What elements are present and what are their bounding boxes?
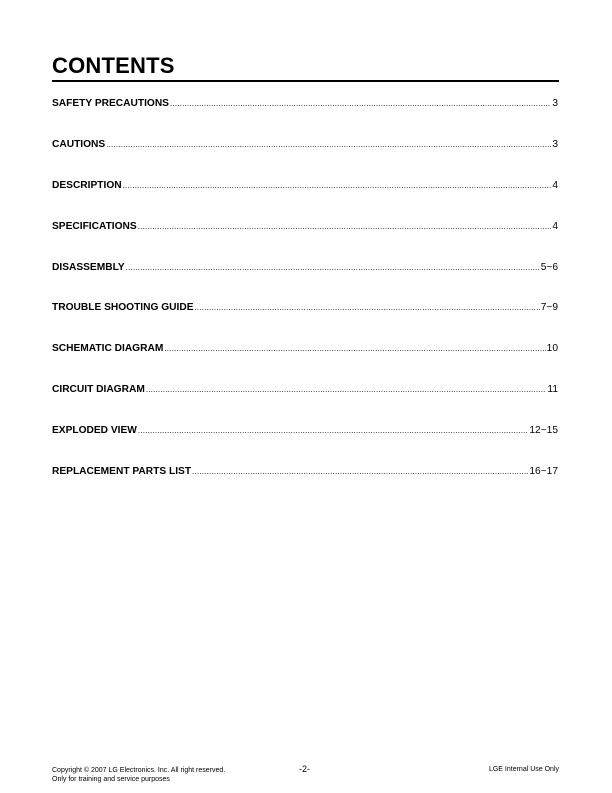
toc-entry-trouble-shooting-guide[interactable]: [52, 301, 558, 314]
toc-entry-page: 7~9: [540, 302, 558, 314]
footer-page-number: -2-: [299, 764, 310, 774]
toc-entry-label: CIRCUIT DIAGRAM: [52, 384, 145, 396]
toc-dot-leader: [106, 138, 551, 151]
toc-dot-leader: [123, 179, 552, 192]
footer-internal-use: LGE Internal Use Only: [488, 766, 559, 773]
toc-entry-safety-precautions[interactable]: [52, 97, 558, 110]
title-underline: [52, 80, 559, 82]
toc-entry-page: 3: [552, 138, 558, 150]
toc-dot-leader: [192, 465, 528, 478]
toc-entry-page: 12~15: [529, 425, 558, 437]
toc-entry-label: EXPLODED VIEW: [52, 425, 137, 437]
toc-entry-schematic-diagram[interactable]: [52, 342, 558, 355]
toc-entry-exploded-view[interactable]: [52, 424, 558, 437]
toc-entry-description[interactable]: [52, 179, 558, 192]
toc-entry-label: CAUTIONS: [52, 138, 106, 150]
toc-entry-disassembly[interactable]: [52, 261, 558, 274]
toc-entry-label: SAFETY PRECAUTIONS: [52, 98, 169, 109]
toc-entry-label: DESCRIPTION: [52, 179, 122, 191]
toc-entry-page: 5~6: [540, 261, 558, 273]
toc-entry-page: 10: [546, 343, 558, 355]
toc-entry-page: 16~17: [529, 466, 558, 478]
toc-entry-page: 3: [552, 98, 558, 109]
toc-entry-label: REPLACEMENT PARTS LIST: [52, 466, 192, 478]
table-of-contents: [52, 97, 558, 506]
toc-dot-leader: [138, 424, 528, 437]
toc-entry-page: 4: [552, 220, 558, 232]
toc-dot-leader: [146, 383, 547, 396]
toc-entry-page: 4: [552, 179, 558, 191]
toc-entry-label: TROUBLE SHOOTING GUIDE: [52, 302, 194, 314]
toc-entry-label: SPECIFICATIONS: [52, 220, 137, 232]
toc-entry-specifications[interactable]: [52, 220, 558, 233]
toc-entry-cautions[interactable]: [52, 138, 558, 151]
footer-purpose: Only for training and service purposes: [52, 776, 170, 783]
toc-dot-leader: [195, 301, 540, 314]
footer-copyright: Copyright © 2007 LG Electronics. Inc. All right reserved.: [52, 767, 226, 774]
toc-entry-page: 11: [547, 384, 558, 396]
toc-entry-replacement-parts-list[interactable]: [52, 465, 558, 478]
toc-dot-leader: [126, 261, 540, 274]
footer-copyright-block: [52, 766, 225, 784]
toc-entry-label: DISASSEMBLY: [52, 261, 125, 273]
toc-dot-leader: [138, 220, 552, 233]
page-title: CONTENTS: [52, 53, 175, 78]
toc-entry-label: SCHEMATIC DIAGRAM: [52, 343, 164, 355]
toc-entry-circuit-diagram[interactable]: [52, 383, 558, 396]
toc-dot-leader: [164, 342, 545, 355]
toc-dot-leader: [170, 97, 551, 110]
